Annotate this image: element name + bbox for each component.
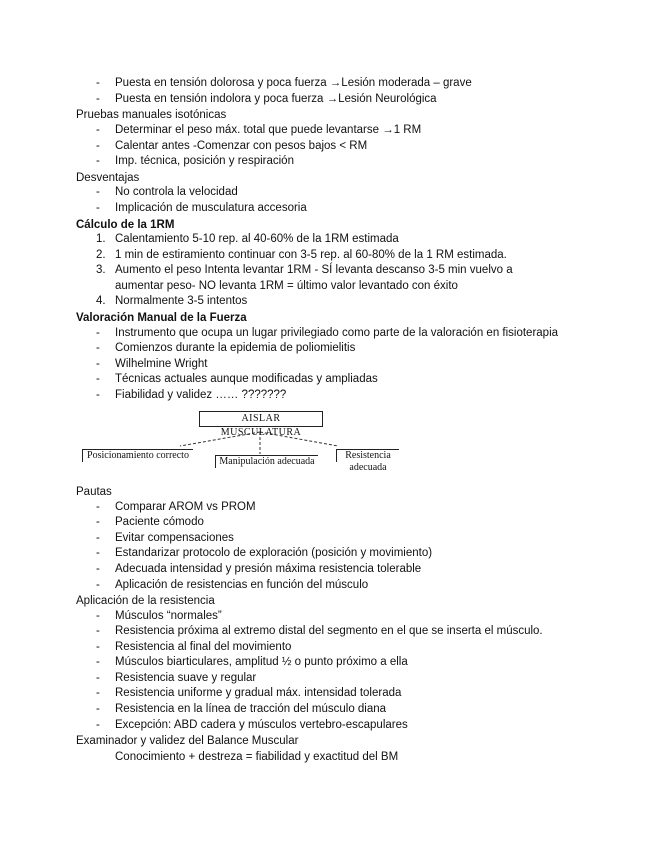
bullet-dash: - [96, 516, 100, 528]
step-number: 1. [96, 233, 106, 245]
bullet-dash: - [96, 186, 100, 198]
list-item: Resistencia suave y regular [115, 672, 257, 684]
bullet-dash: - [96, 563, 100, 575]
bullet-dash: - [96, 625, 100, 637]
bullet-dash: - [96, 641, 100, 653]
bullet-dash: - [96, 501, 100, 513]
list-item: Resistencia en la línea de tracción del músculo diana [115, 703, 387, 715]
bullet-dash: - [96, 124, 100, 136]
section-heading-resistance: Aplicación de la resistencia [76, 595, 215, 607]
diagram-box-isolate-musculature: AISLAR MUSCULATURA [199, 411, 323, 427]
step-text: 1 min de estiramiento continuar con 3-5 rep. al 60-80% de la 1 RM estimada. [115, 249, 507, 261]
list-item: Fiabilidad y validez …… ??????? [115, 389, 287, 401]
step-number: 4. [96, 295, 106, 307]
bullet-dash: - [96, 342, 100, 354]
bullet-dash: - [96, 672, 100, 684]
diagram-box-positioning: Posicionamiento correcto [82, 449, 193, 462]
list-item: Resistencia uniforme y gradual máx. intensidad tolerada [115, 687, 402, 699]
section-heading-1rm: Cálculo de la 1RM [76, 219, 175, 231]
bullet-dash: - [96, 687, 100, 699]
section-heading-examiner: Examinador y validez del Balance Muscular [76, 735, 299, 747]
list-item: Estandarizar protocolo de exploración (posición y movimiento) [115, 547, 433, 559]
bullet-dash: - [96, 719, 100, 731]
bullet-dash: - [96, 656, 100, 668]
list-item: Wilhelmine Wright [115, 358, 208, 370]
list-item: No controla la velocidad [115, 186, 238, 198]
list-item: Calentar antes -Comenzar con pesos bajos < RM [115, 140, 368, 152]
list-item: Técnicas actuales aunque modificadas y ampliadas [115, 373, 378, 385]
step-number: 3. [96, 264, 106, 276]
list-item: Resistencia al final del movimiento [115, 641, 292, 653]
section-heading-disadvantages: Desventajas [76, 172, 140, 184]
bullet-dash: - [96, 77, 100, 89]
bullet-dash: - [96, 93, 100, 105]
list-item: Instrumento que ocupa un lugar privilegiado como parte de la valoración en fisioterapia [115, 327, 559, 339]
list-item: Puesta en tensión indolora y poca fuerza →Lesión Neurológica [115, 93, 437, 105]
bullet-dash: - [96, 140, 100, 152]
bullet-dash: - [96, 579, 100, 591]
bullet-dash: - [96, 155, 100, 167]
section-heading-isotonic: Pruebas manuales isotónicas [76, 109, 227, 121]
bullet-dash: - [96, 202, 100, 214]
diagram-box-resistance: Resistencia adecuada [336, 449, 399, 462]
section-heading-guidelines: Pautas [76, 486, 112, 498]
bullet-dash: - [96, 389, 100, 401]
bullet-dash: - [96, 373, 100, 385]
bullet-dash: - [96, 547, 100, 559]
list-item: Determinar el peso máx. total que puede levantarse →1 RM [115, 124, 422, 136]
step-text: Aumento el peso Intenta levantar 1RM - SÍ levanta descanso 3-5 min vuelvo a [115, 264, 513, 276]
bullet-dash: - [96, 532, 100, 544]
list-item: Evitar compensaciones [115, 532, 234, 544]
examiner-statement: Conocimiento + destreza = fiabilidad y exactitud del BM [115, 751, 399, 763]
list-item: Implicación de musculatura accesoria [115, 202, 307, 214]
step-text-continued: aumentar peso- NO levanta 1RM = último valor levantado con éxito [115, 280, 458, 292]
list-item: Aplicación de resistencias en función del músculo [115, 579, 369, 591]
list-item: Excepción: ABD cadera y músculos vertebro-escapulares [115, 719, 408, 731]
bullet-dash: - [96, 327, 100, 339]
bullet-dash: - [96, 703, 100, 715]
list-item: Puesta en tensión dolorosa y poca fuerza →Lesión moderada – grave [115, 77, 472, 89]
step-number: 2. [96, 249, 106, 261]
bullet-dash: - [96, 610, 100, 622]
list-item: Imp. técnica, posición y respiración [115, 155, 294, 167]
list-item: Comienzos durante la epidemia de poliomielitis [115, 342, 356, 354]
list-item: Músculos “normales” [115, 610, 222, 622]
step-text: Normalmente 3-5 intentos [115, 295, 248, 307]
list-item: Paciente cómodo [115, 516, 204, 528]
section-heading-manual-strength: Valoración Manual de la Fuerza [76, 312, 247, 324]
list-item: Adecuada intensidad y presión máxima resistencia tolerable [115, 563, 422, 575]
list-item: Músculos biarticulares, amplitud ½ o punto próximo a ella [115, 656, 408, 668]
list-item: Resistencia próxima al extremo distal del segmento en el que se inserta el músculo. [115, 625, 543, 637]
step-text: Calentamiento 5-10 rep. al 40-60% de la 1RM estimada [115, 233, 399, 245]
diagram-box-manipulation: Manipulación adecuada [215, 455, 318, 468]
list-item: Comparar AROM vs PROM [115, 501, 256, 513]
bullet-dash: - [96, 358, 100, 370]
